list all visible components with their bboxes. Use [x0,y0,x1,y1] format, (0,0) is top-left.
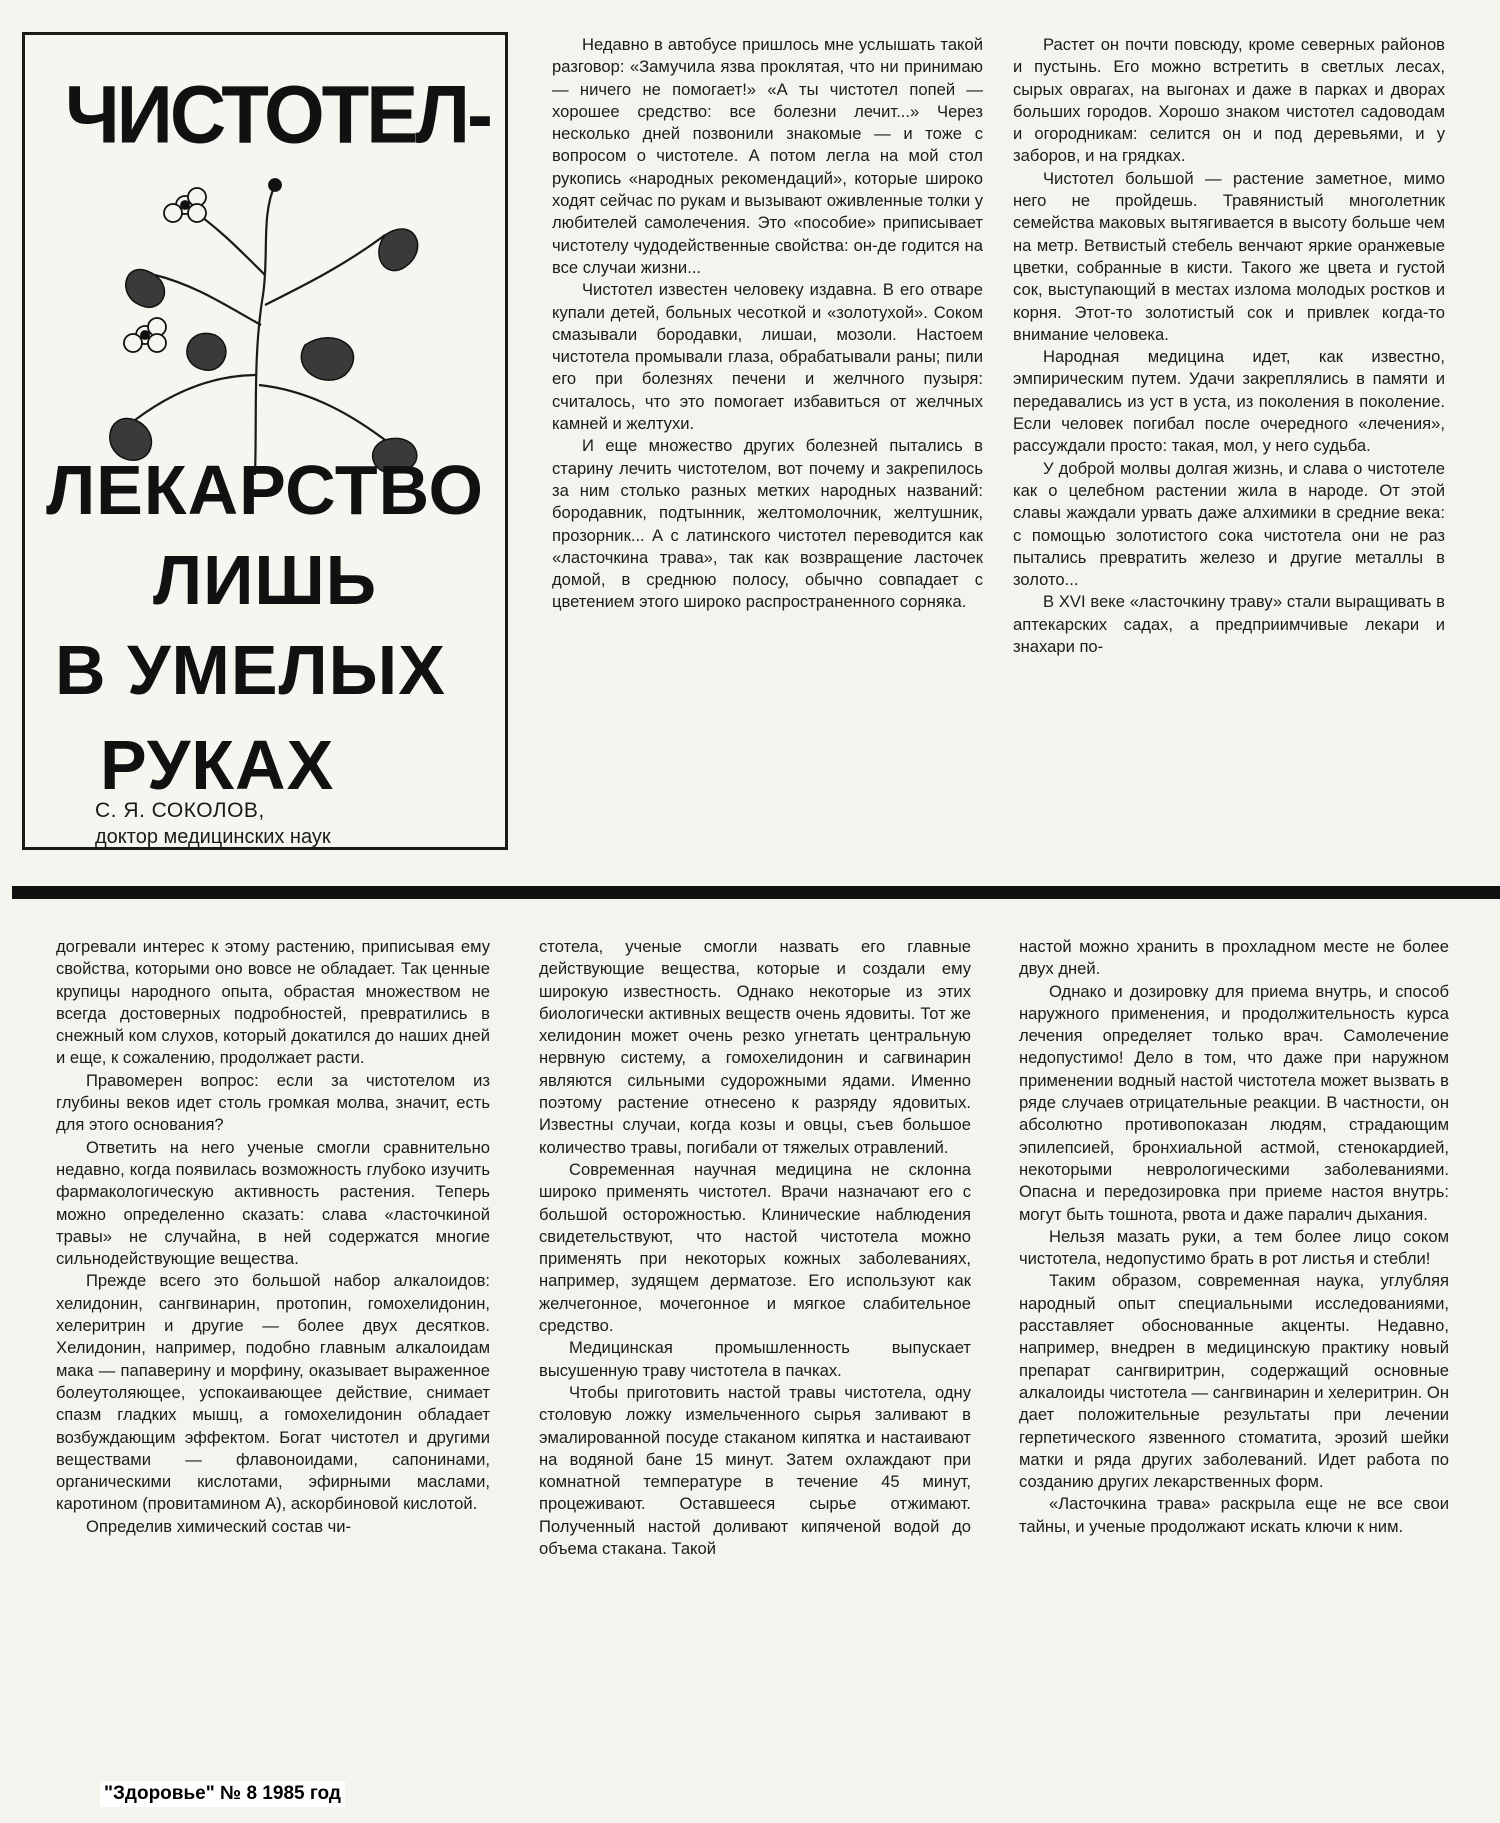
headline-line-3: В УМЕЛЫХ [55,631,446,709]
paragraph: Прежде всего это большой набор алкалоидов: хелидонин, сангвинарин, протопин, гомохелидонин, хелеритрин и другие — более двух десятков. Хелидонин, например, подобно главным алкалоидам мака — папаверину и морфину, оказывает выраженное болеутоляющее, успокаивающее действие, снимает спазм гладких мышц, а гомохелидонин обладает возбуждающим эффектом. Богат чистотел и другими веществами — флавоноидами, сапонинами, органическими кислотами, эфирными маслами, каротином (провитамином А), аскорбиновой кислотой. [56,1271,490,1514]
section-divider [12,886,1500,899]
paragraph: Ответить на него ученые смогли сравнительно недавно, когда появилась возможность глубоко изучить фармакологическую активность растения. Теперь можно определенно сказать: слава «ласточкиной травы» не случайна, в ней содержатся многие сильнодействующие вещества. [56,1137,490,1269]
celandine-illustration [85,175,445,475]
headline-line-2: ЛИШЬ [152,541,378,619]
paragraph: Правомерен вопрос: если за чистотелом из глубины веков идет столь громкая молва, значит, есть для этого основания? [56,1070,490,1135]
paragraph: Современная научная медицина не склонна широко применять чистотел. Врачи назначают его с большой осторожностью. Клинические наблюдения свидетельствуют, что настой чистотела можно применять при некоторых кожных заболеваниях, например, зудящем дерматозе. Его используют как желчегонное, мочегонное и мягкое слабительное средство. [539,1159,971,1336]
paragraph: Чистотел известен человеку издавна. В его отваре купали детей, больных чесоткой и «золотухой». Соком смазывали бородавки, лишаи, мозоли. Настоем чистотела промывали глаза, обрабатывали раны; пили его при болезнях печени и желчного пузыря: считалось, что это помогает избавиться от желчных камней и желтухи. [552,280,983,434]
paragraph: У доброй молвы долгая жизнь, и слава о чистотеле как о целебном растении жила в народе. От этой славы жаждали урвать даже алхимики в средние века: с помощью золотистого сока чистотела они не раз пытались превратить железо и другие металлы в золото... [1013,458,1445,590]
paragraph: Определив химический состав чи- [86,1516,352,1536]
paragraph: Народная медицина идет, как известно, эмпирическим путем. Удачи закреплялись в памяти и передавались из уст в уста, из поколения в поколение. Если человек погибал после очередного «лечения», рассуждали просто: такая, мол, у него судьба. [1013,347,1445,456]
paragraph: догревали интерес к этому растению, приписывая ему свойства, которыми оно вовсе не обладает. Так ценные крупицы народного опыта, обрастая множеством не всегда достоверных подробностей, превратились в снежный ком слухов, который докатился до наших дней и еще, к сожалению, продолжает расти. [56,937,490,1068]
paragraph: настой можно хранить в прохладном месте не более двух дней. [1019,937,1449,979]
paragraph: Медицинская промышленность выпускает высушенную траву чистотела в пачках. [539,1338,971,1380]
byline [95,797,331,851]
paragraph: Недавно в автобусе пришлось мне услышать такой разговор: «Замучила язва проклятая, что ни принимаю — ничего не помогает!» «А ты чистотел попей — хорошее средство: все болезни лечит...» Через несколько дней позвонили знакомые — и тоже с вопросом о чистотеле. А потом легла на мой стол рукопись «народных рекомендаций», которые широко ходят сейчас по рукам и вызывают оживленные толки у любителей самолечения. Это «пособие» приписывает чистотелу чудодейственные свойства: он-де годится на все случаи жизни... [552,35,984,277]
paragraph: Однако и дозировку для приема внутрь, и способ наружного применения, и продолжительность курса лечения определяет только врач. Самолечение недопустимо! Дело в том, что даже при наружном применении водный настой чистотела может вызвать в ряде случаев отрицательные реакции. В частности, он абсолютно противопоказан людям, страдающим эпилепсией, бронхиальной астмой, стенокардией, некоторыми неврологическими заболеваниями. Опасна и передозировка при приеме настоя внутрь: могут быть тошнота, рвота и даже паралич дыхания. [1019,981,1449,1224]
source-caption: "Здоровье" № 8 1985 год [100,1781,345,1807]
paragraph: Чтобы приготовить настой травы чистотела, одну столовую ложку измельченного сырья заливают в эмалированной посуде стаканом кипятка и настаивают на водяной бане 15 минут. Затем охлаждают при комнатной температуре в течение 45 минут, процеживают. Оставшееся сырье отжимают. Полученный настой доливают кипяченой водой до объема стакана. Такой [539,1382,971,1559]
author-name: С. Я. СОКОЛОВ, [95,799,265,822]
column-bottom-left [56,936,490,1538]
paragraph: «Ласточкина трава» раскрыла еще не все свои тайны, и ученые продолжают искать ключи к ним. [1019,1494,1449,1536]
paragraph: Нельзя мазать руки, а тем более лицо соком чистотела, недопустимо брать в рот листья и стебли! [1019,1226,1449,1269]
paragraph: стотела, ученые смогли назвать его главные действующие вещества, которые и создали ему широкую известность. Однако некоторые из этих биологически активных веществ очень ядовиты. Тот же хелидонин может очень резко угнетать центральную нервную систему, а гомохелидонин и сагвинарин являются сильными судорожными ядами. Именно поэтому растение отнесено к разряду ядовитых. Известны случаи, когда козы и овцы, съев большое количество травы, погибали от тяжелых отравлений. [539,937,971,1157]
author-title: доктор медицинских наук [95,826,331,848]
headline-top: ЧИСТОТЕЛ- [65,67,491,161]
paragraph: И еще множество других болезней пытались в старину лечить чистотелом, вот почему и закрепилось за ним столько разных метких народных названий: бородавник, подтынник, желтомолочник, желтушник, прозорник... А с латинского чистотел переводится как «ласточкина трава», так как возвращение ласточек домой, в среднюю полосу, обычно совпадает с цветением этого широко распространенного сорняка. [552,436,983,612]
paragraph: Растет он почти повсюду, кроме северных районов и пустынь. Его можно встретить в светлых лесах, сырых оврагах, на выгонах и даже в парках и дворах больших городов. Хорошо знаком чистотел садоводам и огородникам: селится он и под деревьями, и у заборов, и на грядках. [1013,35,1445,166]
column-top-middle [552,34,983,614]
title-box [22,32,508,850]
column-bottom-middle [539,936,971,1560]
column-top-right [1013,34,1445,658]
paragraph: Чистотел большой — растение заметное, мимо него не пройдешь. Травянистый многолетник семейства маковых вытягивается в высоту больше чем на метр. Ветвистый стебель венчают яркие оранжевые цветки, собранные в кисти. Такого же цвета и густой сок, выступающий в местах излома молодых ростков и корня. Этот-то золотистый сок и привлек когда-то внимание человека. [1013,168,1445,344]
column-bottom-right [1019,936,1449,1538]
paragraph: В XVI веке «ласточкину траву» стали выращивать в аптекарских садах, а предприимчивые лекари и знахари по- [1013,592,1445,657]
headline-line-1: ЛЕКАРСТВО [46,451,484,529]
paragraph: Таким образом, современная наука, углубляя народный опыт специальными исследованиями, расставляет обоснованные акценты. Недавно, например, внедрен в медицинскую практику новый препарат сангвиритрин, содержащий основные алкалоиды чистотела — сангвинарин и хелеритрин. Он дает положительные результаты при лечении герпетического язвенного стоматита, эрозий шейки матки и ряда других заболеваний. Идет работа по созданию других лекарственных форм. [1019,1271,1449,1492]
headline-line-4: РУКАХ [100,726,335,804]
